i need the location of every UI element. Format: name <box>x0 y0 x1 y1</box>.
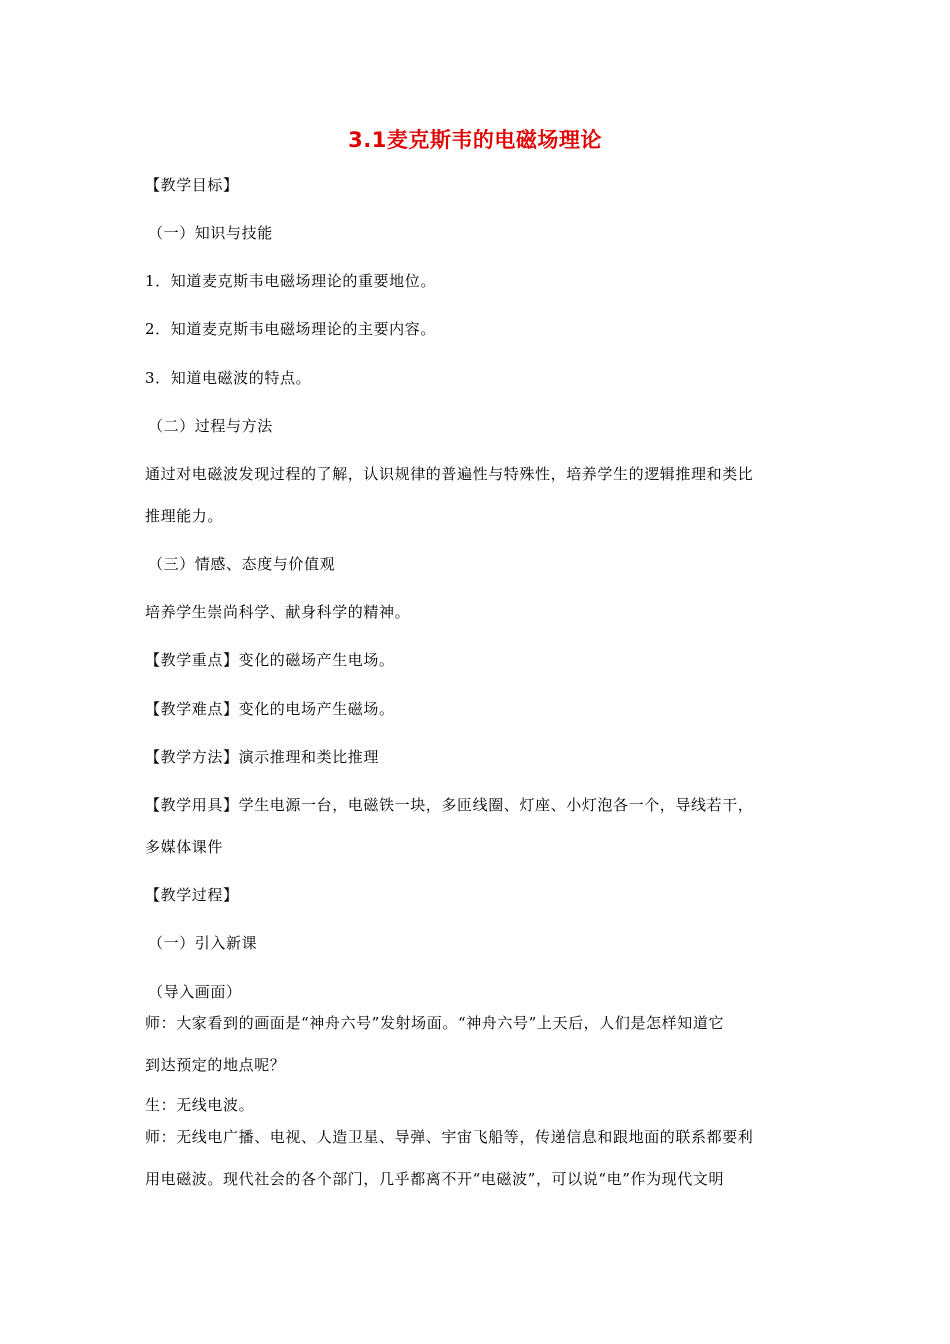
subheading-process-method: （二）过程与方法 <box>148 417 273 435</box>
teaching-difficulty: 【教学难点】变化的电场产生磁场。 <box>145 700 395 718</box>
subheading-introduction: （一）引入新课 <box>148 934 258 952</box>
teaching-key-point: 【教学重点】变化的磁场产生电场。 <box>145 651 395 669</box>
paragraph-emotion: 培养学生崇尚科学、献身科学的精神。 <box>145 603 411 621</box>
section-heading-teaching-goals: 【教学目标】 <box>145 176 239 194</box>
goal-item-3: 3．知道电磁波的特点。 <box>145 369 312 387</box>
teaching-tools-line-2: 多媒体课件 <box>145 838 224 856</box>
stage-direction-intro-screen: （导入画面） <box>148 983 242 1001</box>
teaching-method: 【教学方法】演示推理和类比推理 <box>145 748 380 766</box>
dialogue-teacher-1-line-1: 师：大家看到的画面是“神舟六号”发射场面。“神舟六号”上天后，人们是怎样知道它 <box>145 1014 725 1032</box>
dialogue-teacher-2-line-1: 师：无线电广播、电视、人造卫星、导弹、宇宙飞船等，传递信息和跟地面的联系都要利 <box>145 1128 754 1146</box>
teaching-tools-line-1: 【教学用具】学生电源一台，电磁铁一块，多匝线圈、灯座、小灯泡各一个，导线若干， <box>145 796 754 814</box>
goal-item-1: 1．知道麦克斯韦电磁场理论的重要地位。 <box>145 272 436 290</box>
subheading-emotion-values: （三）情感、态度与价值观 <box>148 555 336 573</box>
dialogue-student-1: 生：无线电波。 <box>145 1096 255 1114</box>
section-heading-teaching-process: 【教学过程】 <box>145 886 239 904</box>
goal-item-2: 2．知道麦克斯韦电磁场理论的主要内容。 <box>145 320 436 338</box>
paragraph-process-line-2: 推理能力。 <box>145 507 224 525</box>
paragraph-process-line-1: 通过对电磁波发现过程的了解，认识规律的普遍性与特殊性，培养学生的逻辑推理和类比 <box>145 465 754 483</box>
dialogue-teacher-2-line-2: 用电磁波。现代社会的各个部门，几乎都离不开“电磁波”，可以说“电”作为现代文明 <box>145 1170 725 1188</box>
subheading-knowledge-skills: （一）知识与技能 <box>148 224 273 242</box>
document-title: 3.1麦克斯韦的电磁场理论 <box>348 128 602 152</box>
dialogue-teacher-1-line-2: 到达预定的地点呢？ <box>145 1056 286 1074</box>
